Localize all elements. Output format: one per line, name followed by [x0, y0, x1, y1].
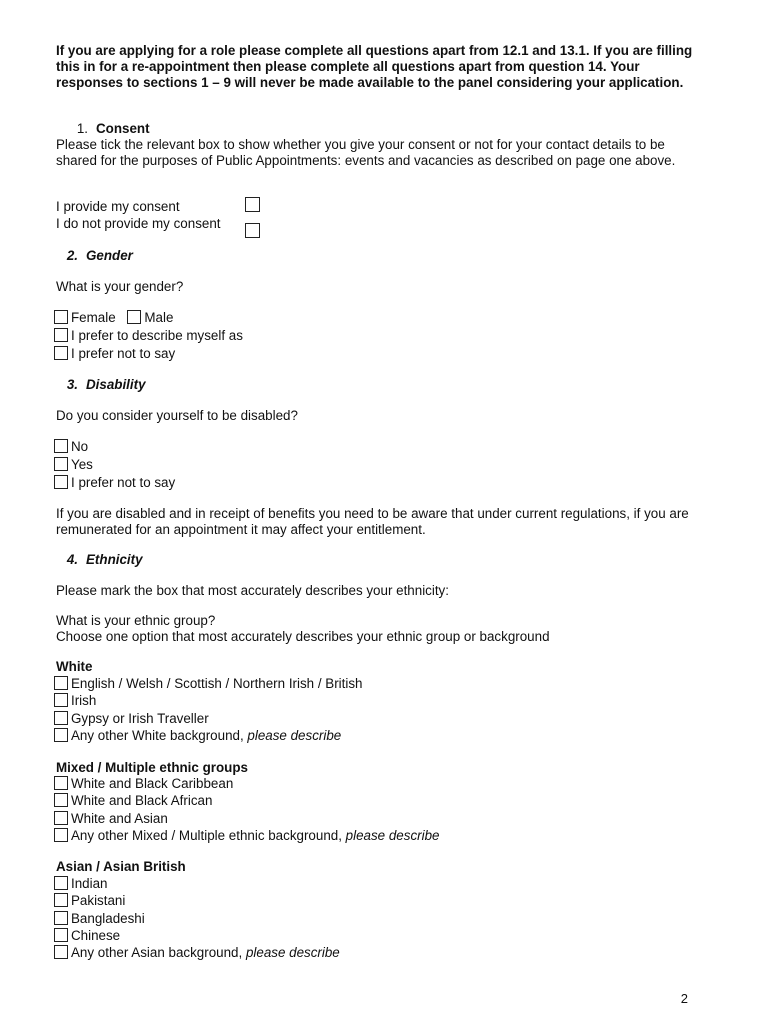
ethnicity-question: What is your ethnic group?	[56, 613, 216, 628]
ethnicity-option-row	[54, 692, 96, 710]
option-label: Any other White background,	[71, 728, 244, 743]
please-describe-hint: please describe	[247, 728, 342, 743]
option-label: Chinese	[71, 928, 121, 943]
ethnicity-pakistani-checkbox[interactable]	[54, 893, 68, 907]
consent-decline-checkbox[interactable]	[245, 223, 260, 238]
ethnicity-option-row	[54, 810, 168, 828]
ethnicity-instruction: Please mark the box that most accurately describes your ethnicity:	[56, 583, 449, 598]
option-label: I prefer not to say	[71, 346, 176, 361]
option-label: White and Black African	[71, 793, 213, 808]
gender-option-row	[54, 309, 173, 327]
ethnicity-gypsy-traveller-checkbox[interactable]	[54, 711, 68, 725]
ethnicity-option-row	[54, 710, 209, 728]
ethnicity-white-british-checkbox[interactable]	[54, 676, 68, 690]
ethnicity-indian-checkbox[interactable]	[54, 876, 68, 890]
gender-prefer-not-checkbox[interactable]	[54, 346, 68, 360]
ethnicity-other-asian-checkbox[interactable]	[54, 945, 68, 959]
option-label: White and Asian	[71, 811, 168, 826]
section-title: Consent	[96, 121, 150, 136]
consent-option-label: I provide my consent	[56, 199, 180, 214]
disability-option-row	[54, 456, 93, 474]
option-label: I prefer not to say	[71, 475, 176, 490]
ethnic-group-heading-white: White	[56, 659, 93, 674]
please-describe-hint: please describe	[245, 945, 340, 960]
page-number: 2	[680, 991, 688, 1006]
ethnicity-other-mixed-checkbox[interactable]	[54, 828, 68, 842]
section-title: Ethnicity	[86, 552, 143, 567]
section-number: 2.	[66, 248, 78, 263]
consent-provide-checkbox[interactable]	[245, 197, 260, 212]
please-describe-hint: please describe	[345, 828, 440, 843]
option-label: White and Black Caribbean	[71, 776, 234, 791]
section-disability-heading	[56, 377, 146, 392]
disability-benefits-note: If you are disabled and in receipt of benefits you need to be aware that under current regulations, if you are remunerated for an appointment it may affect your entitlement.	[56, 506, 689, 537]
option-label: Any other Mixed / Multiple ethnic background,	[71, 828, 342, 843]
option-label: Irish	[71, 693, 97, 708]
option-label: Yes	[71, 457, 93, 472]
section-number: 4.	[66, 552, 78, 567]
section-number: 3.	[66, 377, 78, 392]
ethnicity-bangladeshi-checkbox[interactable]	[54, 911, 68, 925]
option-label: Indian	[71, 876, 108, 891]
option-label: Female	[71, 310, 116, 325]
ethnicity-option-row	[54, 910, 145, 928]
ethnicity-other-white-checkbox[interactable]	[54, 728, 68, 742]
gender-option-row	[54, 345, 175, 363]
gender-question: What is your gender?	[56, 279, 184, 294]
gender-male-checkbox[interactable]	[127, 310, 141, 324]
disability-no-checkbox[interactable]	[54, 439, 68, 453]
ethnicity-mixed-caribbean-checkbox[interactable]	[54, 776, 68, 790]
ethnicity-option-row	[54, 792, 212, 810]
intro-instructions: If you are applying for a role please complete all questions apart from 12.1 and 13.1. If you are filling this in for a re-appointment then please complete all questions apart from question 14. Your responses to sections 1 – 9 will never be made available to the panel considering your application.	[56, 43, 693, 90]
gender-female-checkbox[interactable]	[54, 310, 68, 324]
section-ethnicity-heading	[56, 552, 143, 567]
ethnicity-option-row	[54, 892, 125, 910]
disability-option-row	[54, 438, 88, 456]
option-label: Bangladeshi	[71, 911, 145, 926]
gender-option-row	[54, 327, 243, 345]
section-title: Gender	[86, 248, 133, 263]
option-label: Any other Asian background,	[71, 945, 243, 960]
section-consent-heading	[56, 121, 150, 136]
option-label: Male	[144, 310, 174, 325]
ethnicity-option-row	[54, 927, 120, 945]
disability-prefer-not-checkbox[interactable]	[54, 475, 68, 489]
section-number: 1.	[76, 121, 88, 136]
option-label: No	[71, 439, 89, 454]
ethnicity-chinese-checkbox[interactable]	[54, 928, 68, 942]
option-label: English / Welsh / Scottish / Northern Irish / British	[71, 676, 363, 691]
ethnicity-option-row	[54, 727, 341, 745]
ethnicity-option-row	[54, 944, 340, 962]
gender-self-describe-checkbox[interactable]	[54, 328, 68, 342]
ethnicity-mixed-asian-checkbox[interactable]	[54, 811, 68, 825]
ethnicity-white-irish-checkbox[interactable]	[54, 693, 68, 707]
disability-question: Do you consider yourself to be disabled?	[56, 408, 298, 423]
ethnicity-option-row	[54, 827, 439, 845]
option-label: I prefer to describe myself as	[71, 328, 243, 343]
consent-text: Please tick the relevant box to show whether you give your consent or not for your contact details to be shared for the purposes of Public Appointments: events and vacancies as described on page one above.	[56, 137, 676, 168]
ethnicity-question-detail: Choose one option that most accurately describes your ethnic group or background	[56, 629, 550, 644]
ethnicity-option-row	[54, 675, 362, 693]
ethnicity-mixed-african-checkbox[interactable]	[54, 793, 68, 807]
disability-yes-checkbox[interactable]	[54, 457, 68, 471]
ethnic-group-heading-asian: Asian / Asian British	[56, 859, 186, 874]
ethnic-group-heading-mixed: Mixed / Multiple ethnic groups	[56, 760, 248, 775]
consent-option-label: I do not provide my consent	[56, 216, 221, 231]
section-title: Disability	[86, 377, 146, 392]
ethnicity-option-row	[54, 775, 233, 793]
section-gender-heading	[56, 248, 133, 263]
option-label: Gypsy or Irish Traveller	[71, 711, 209, 726]
disability-option-row	[54, 474, 175, 492]
option-label: Pakistani	[71, 893, 126, 908]
ethnicity-option-row	[54, 875, 107, 893]
